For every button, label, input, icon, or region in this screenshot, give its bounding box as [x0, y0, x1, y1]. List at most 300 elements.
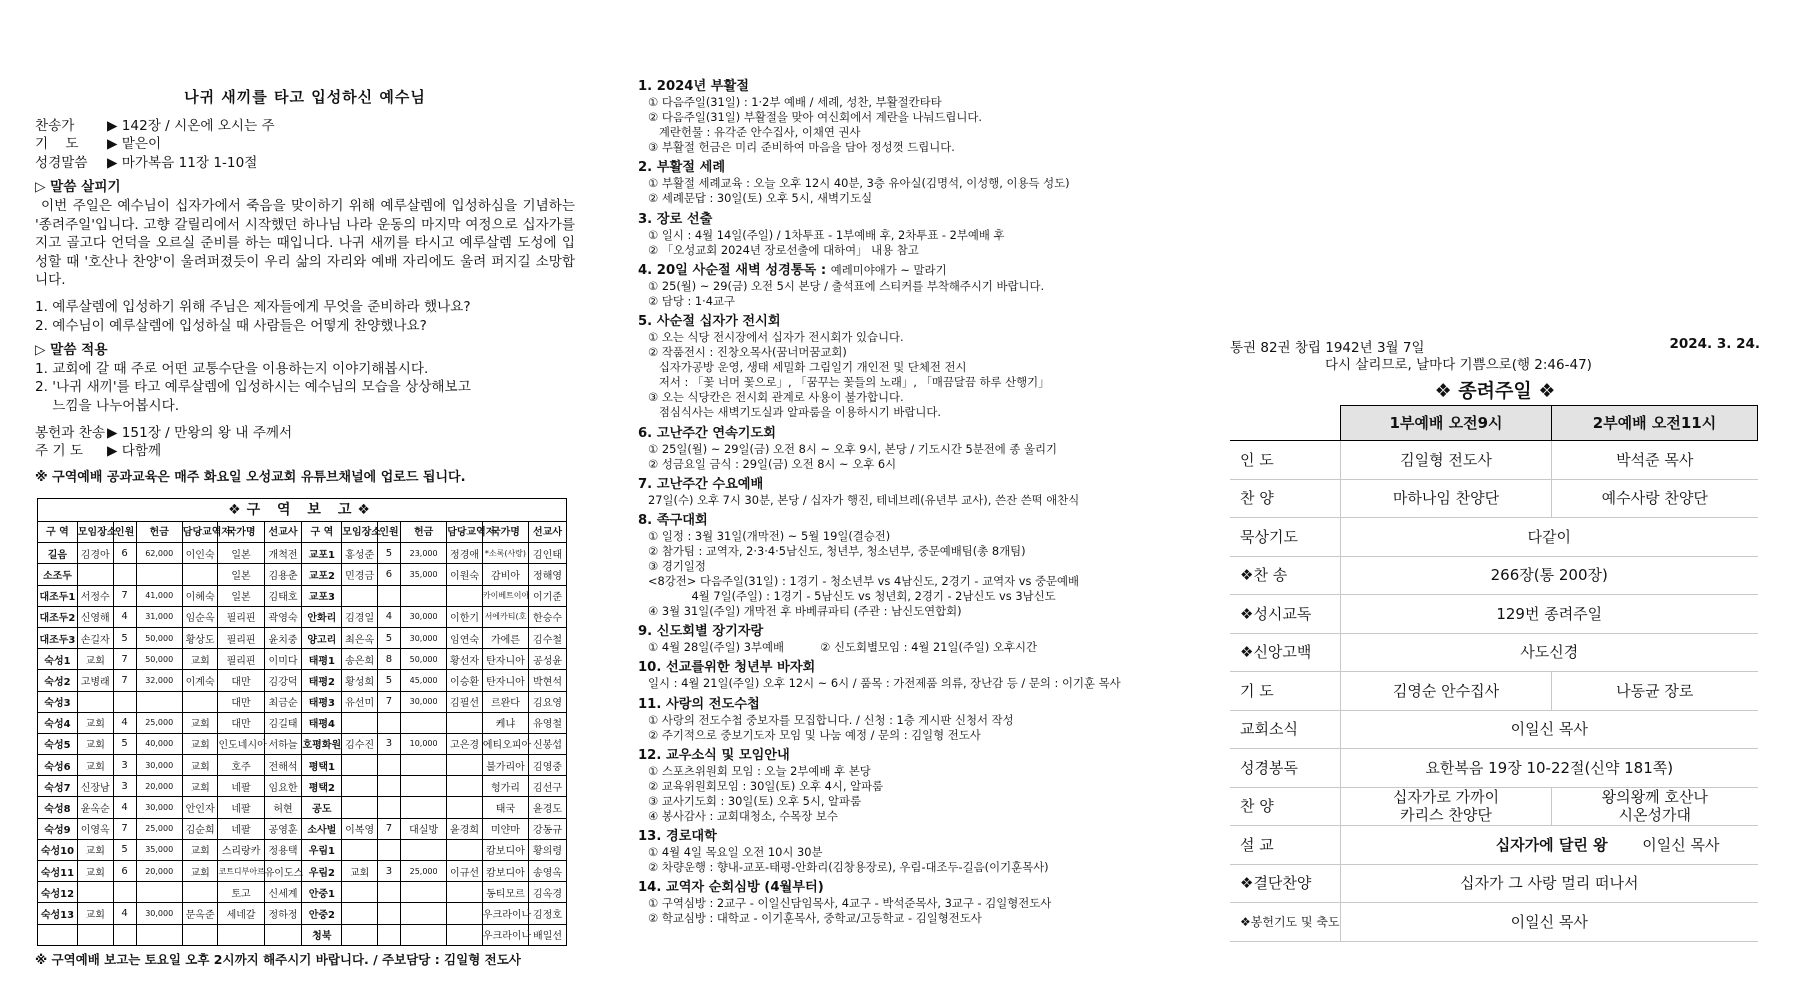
table-cell: 숙성7 [38, 776, 78, 797]
table-cell: 안인자 [182, 797, 218, 818]
worship-value-1: 마하나임 찬양단 [1341, 479, 1552, 518]
table-cell: 네팔 [218, 776, 264, 797]
news-line: 저서 : 「꽃 너머 꽃으로」, 「꿈꾸는 꽃들의 노래」, 「매끔달끔 하루 산행기」 [648, 375, 1050, 390]
table-cell: 최은옥 [342, 627, 378, 648]
table-cell [136, 691, 182, 712]
table-cell: 허현 [264, 797, 302, 818]
table-cell: 신세계 [264, 882, 302, 903]
question-list [35, 298, 575, 335]
news-section [638, 696, 1183, 743]
news-line: ① 오는 식당 전시장에서 십자가 전시회가 있습니다. [648, 329, 904, 344]
report-header-row [38, 522, 567, 543]
table-cell [377, 882, 400, 903]
news-section [638, 159, 1183, 206]
table-cell: 청북 [302, 924, 342, 945]
table-cell: 미얀마 [482, 818, 528, 839]
worship-label: ❖찬 송 [1230, 556, 1341, 595]
table-cell: 서에카티(호 [482, 606, 528, 627]
table-row [38, 691, 567, 712]
worship-value: 129번 종려주일 [1341, 595, 1758, 634]
table-cell: 전해석 [264, 755, 302, 776]
worship-row [1230, 903, 1758, 942]
table-cell: *소록(사랑) [482, 543, 528, 564]
news-line: ① 구역심방 : 2교구 - 이일신담임목사, 4교구 - 박석준목사, 3교구 - 김일형전도사 [648, 896, 1052, 911]
table-cell: 이기준 [529, 585, 567, 606]
table-cell: 세네갈 [218, 903, 264, 924]
news-line: ③ 교사기도회 : 30일(토) 오후 5시, 알파룸 [648, 793, 862, 808]
table-cell [447, 882, 483, 903]
table-cell: 에티오피아 [482, 733, 528, 754]
table-cell [447, 797, 483, 818]
news-line: ① 다음주일(31일) : 1·2부 예배 / 세례, 성찬, 부활절칸타타 [648, 95, 942, 109]
apply-list [35, 360, 575, 416]
table-cell: 40,000 [136, 733, 182, 754]
table-cell: 25,000 [136, 818, 182, 839]
table-cell: 이복영 [342, 818, 378, 839]
info-row [35, 117, 575, 136]
table-cell: 유이도스 [264, 861, 302, 882]
news-line: ④ 봉사감사 : 교회대청소, 수목장 보수 [648, 809, 838, 823]
table-row [38, 861, 567, 882]
info-value: ▶ 다함께 [107, 443, 162, 460]
table-cell: 소조두 [38, 564, 78, 585]
news-line: ② 학교심방 : 대학교 - 이기훈목사, 중학교/고등학교 - 김일형전도사 [648, 911, 982, 926]
table-cell: 헝가리 [482, 776, 528, 797]
news-title [638, 159, 1183, 176]
table-cell [401, 712, 447, 733]
report-header-cell: 구 역 [302, 522, 342, 543]
table-cell: 3 [377, 733, 400, 754]
news-line: <8강전> 다음주일(31일) : 1경기 - 청소년부 vs 4남신도, 2경기 - 교역자 vs 중문예배 [648, 574, 1080, 589]
table-cell [342, 839, 378, 860]
table-cell: 안화리 [302, 606, 342, 627]
news-section [638, 476, 1183, 508]
report-header-cell: 국가명 [482, 522, 528, 543]
table-cell: 7 [113, 649, 136, 670]
table-row [38, 903, 567, 924]
table-cell: 3 [377, 861, 400, 882]
table-cell: 30,000 [136, 903, 182, 924]
table-cell [447, 839, 483, 860]
news-column [638, 78, 1183, 930]
table-cell: 교회 [182, 776, 218, 797]
worship-label: ❖신앙고백 [1230, 633, 1341, 672]
report-header-cell: 모임장소 [342, 522, 378, 543]
table-cell: 김강덕 [264, 670, 302, 691]
table-cell: 김요영 [529, 691, 567, 712]
table-cell [447, 776, 483, 797]
table-cell: 윤치중 [264, 627, 302, 648]
table-cell: 50,000 [401, 649, 447, 670]
table-cell [401, 903, 447, 924]
table-cell: 태평3 [302, 691, 342, 712]
table-cell: 캄보디아 [482, 839, 528, 860]
news-line: ① 일시 : 4월 14일(주일) / 1차투표 - 1부예배 후, 2차투표 - 2부예배 후 [648, 227, 1005, 242]
table-cell [401, 924, 447, 945]
table-cell: 일본 [218, 564, 264, 585]
table-cell: 필리핀 [218, 606, 264, 627]
table-cell: 30,000 [401, 627, 447, 648]
news-title [638, 659, 1183, 676]
news-line: ① 부활절 세례교육 : 오늘 오후 12시 40분, 3층 유아실(김명석, 이성행, 이용득 성도) [648, 176, 1070, 191]
table-row [38, 776, 567, 797]
worship-value: 십자가 그 사랑 멀리 떠나서 [1341, 864, 1758, 903]
table-cell [401, 882, 447, 903]
table-row [38, 924, 567, 945]
info-key: 주 기 도 [35, 443, 84, 460]
table-cell: 교회 [77, 903, 113, 924]
table-cell: 이원숙 [447, 564, 483, 585]
news-title-text: 5. 사순절 십자가 전시회 [638, 313, 781, 329]
table-cell: 20,000 [136, 776, 182, 797]
table-cell: 교포1 [302, 543, 342, 564]
news-line: ① 사랑의 전도수첩 중보자를 모집합니다. / 신청 : 1층 게시판 신청서 작성 [648, 712, 1014, 727]
news-title-text: 14. 교역자 순회심방 (4월부터) [638, 880, 824, 896]
sermon-cell [1341, 826, 1758, 865]
table-cell: 62,000 [136, 543, 182, 564]
table-cell: 카이베트이아 [482, 585, 528, 606]
worship-order-table [1230, 405, 1758, 942]
news-line: 십자가공방 운영, 생태 세밀화 그림일기 개인전 및 단체전 전시 [648, 360, 967, 375]
table-cell: 박현석 [529, 670, 567, 691]
news-title-text: 12. 교우소식 및 모임안내 [638, 747, 790, 763]
table-cell: 숙성6 [38, 755, 78, 776]
table-cell: 캄보디아 [482, 861, 528, 882]
info-value: ▶ 151장 / 만왕의 왕 내 주께서 [107, 424, 293, 441]
table-cell: 윤옥순 [77, 797, 113, 818]
report-header-cell: 담당교역자 [447, 522, 483, 543]
table-cell: 송은희 [342, 649, 378, 670]
sunday-title: ❖ 종려주일 ❖ [1434, 380, 1556, 402]
apply-item: 느낌을 나누어봅시다. [35, 397, 180, 414]
table-cell: 우림2 [302, 861, 342, 882]
upload-note: ※ 구역예배 공과교육은 매주 화요일 오성교회 유튜브채널에 업로드 됩니다. [35, 469, 466, 485]
table-cell: 김수진 [342, 733, 378, 754]
table-cell: 길음 [38, 543, 78, 564]
worship-row [1230, 710, 1758, 749]
table-cell: 네팔 [218, 797, 264, 818]
news-line: 27일(수) 오후 7시 30분, 본당 / 십자가 행진, 테네브레(유년부 교사), 쓴잔 쓴떡 애찬식 [648, 492, 1080, 507]
worship-label: 교회소식 [1230, 710, 1341, 749]
table-row [38, 755, 567, 776]
table-cell [377, 924, 400, 945]
news-line: ② 담당 : 1·4교구 [648, 293, 736, 308]
bulletin-date: 2024. 3. 24. [1669, 336, 1760, 352]
table-cell: 숙성5 [38, 733, 78, 754]
table-cell: 3 [113, 755, 136, 776]
table-cell: 고병래 [77, 670, 113, 691]
table-cell: 30,000 [401, 691, 447, 712]
table-cell [136, 564, 182, 585]
news-title-text: 1. 2024년 부활절 [638, 79, 750, 94]
table-cell [77, 924, 113, 945]
table-cell [136, 924, 182, 945]
table-cell: 소사벌 [302, 818, 342, 839]
news-line: ① 25일(월) ~ 29일(금) 오전 8시 ~ 오후 9시, 본당 / 기도시간 5분전에 종 울리기 [648, 441, 1058, 456]
report-header-cell: 담당교역자 [182, 522, 218, 543]
table-cell: 6 [113, 861, 136, 882]
table-cell: 배일선 [529, 924, 567, 945]
table-cell: 스리랑카 [218, 839, 264, 860]
table-cell: 교회 [77, 733, 113, 754]
news-line: ③ 경기일정 [648, 558, 706, 573]
news-title [638, 512, 1183, 529]
table-cell: 이규선 [447, 861, 483, 882]
table-cell: 서정수 [77, 585, 113, 606]
table-cell: 숙성3 [38, 691, 78, 712]
question-item: 1. 예루살렘에 입성하기 위해 주님은 제자들에게 무엇을 준비하라 했나요? [35, 298, 471, 315]
report-header-cell: 인원 [377, 522, 400, 543]
news-section [638, 879, 1183, 926]
worship-row [1230, 749, 1758, 788]
table-cell: 안중1 [302, 882, 342, 903]
table-row [38, 649, 567, 670]
table-cell: 평택2 [302, 776, 342, 797]
table-cell: 교포3 [302, 585, 342, 606]
table-cell [447, 712, 483, 733]
table-cell: 교회 [342, 861, 378, 882]
table-cell: 태국 [482, 797, 528, 818]
table-cell [342, 712, 378, 733]
table-cell: 숙성1 [38, 649, 78, 670]
table-row [38, 585, 567, 606]
table-cell: 교포2 [302, 564, 342, 585]
table-cell: 35,000 [136, 839, 182, 860]
report-header-cell: 선교사 [264, 522, 302, 543]
service2-header: 2부예배 오전11시 [1552, 406, 1758, 441]
table-row [38, 670, 567, 691]
table-cell: 김필선 [447, 691, 483, 712]
news-title-text: 10. 선교를위한 청년부 바자회 [638, 660, 816, 676]
worship-value: 이일신 목사 [1341, 710, 1758, 749]
report-header-cell: 구 역 [38, 522, 78, 543]
worship-label: 기 도 [1230, 672, 1341, 711]
table-cell [342, 924, 378, 945]
table-cell: 감비아 [482, 564, 528, 585]
worship-row [1230, 672, 1758, 711]
table-cell: 황성희 [342, 670, 378, 691]
news-line: ② 차량운행 : 향내-교포-태평-안화리(김창용장로), 우림-대조두-길음(이기훈목사) [648, 860, 1049, 875]
table-cell [447, 755, 483, 776]
apply-item: 1. 교회에 갈 때 주로 어떤 교통수단을 이용하는지 이야기해봅시다. [35, 360, 429, 377]
table-cell: 대조두2 [38, 606, 78, 627]
news-line: 계란헌물 : 유각준 안수집사, 이채연 권사 [648, 125, 861, 140]
table-cell [447, 585, 483, 606]
table-cell [182, 691, 218, 712]
table-cell: 김정호 [529, 903, 567, 924]
table-cell: 유영철 [529, 712, 567, 733]
table-cell: 민경금 [342, 564, 378, 585]
info-value: ▶ 142장 / 시온에 오시는 주 [107, 117, 275, 134]
worship-row [1230, 787, 1758, 826]
news-line: ③ 오는 식당칸은 전시회 관계로 사용이 불가합니다. [648, 390, 904, 405]
table-cell: 태평1 [302, 649, 342, 670]
table-cell: 4 [113, 797, 136, 818]
table-cell [113, 564, 136, 585]
preacher: 이일신 목사 [1642, 835, 1720, 854]
table-cell: 네팔 [218, 818, 264, 839]
news-line: ② 「오성교회 2024년 장로선출에 대하여」 내용 참고 [648, 242, 919, 257]
table-cell: 우크라이나 [482, 903, 528, 924]
table-cell: 대만 [218, 691, 264, 712]
table-cell: 숙성9 [38, 818, 78, 839]
info-row [35, 424, 575, 443]
table-cell: 20,000 [136, 861, 182, 882]
report-header-cell: 인원 [113, 522, 136, 543]
news-title [638, 425, 1183, 442]
table-cell: 이승환 [447, 670, 483, 691]
table-cell [447, 903, 483, 924]
table-cell: 대조두3 [38, 627, 78, 648]
table-cell: 교회 [182, 861, 218, 882]
blank-cell [1230, 406, 1341, 441]
table-cell: 4 [113, 712, 136, 733]
table-cell: 대조두1 [38, 585, 78, 606]
news-line: ③ 부활절 헌금은 미리 준비하여 마음을 담아 정성껏 드립니다. [648, 140, 955, 155]
table-cell [136, 882, 182, 903]
question-item: 2. 예수님이 예루살렘에 입성하실 때 사람들은 어떻게 찬양했나요? [35, 317, 427, 334]
table-cell: 김인태 [529, 543, 567, 564]
table-cell: 케냐 [482, 712, 528, 733]
table-cell [401, 797, 447, 818]
table-cell: 개척전 [264, 543, 302, 564]
worship-value: 266장(통 200장) [1341, 556, 1758, 595]
worship-value-2: 박석준 목사 [1552, 441, 1758, 480]
table-cell: 태평2 [302, 670, 342, 691]
news-title [638, 747, 1183, 764]
table-cell [377, 903, 400, 924]
table-cell: 탄자니아 [482, 670, 528, 691]
worship-row [1230, 479, 1758, 518]
table-cell: 공도 [302, 797, 342, 818]
worship-row [1230, 633, 1758, 672]
table-cell: 23,000 [401, 543, 447, 564]
table-cell: 코트디부아르 [218, 861, 264, 882]
table-cell: 송영옥 [529, 861, 567, 882]
section-title: ▷ 말씀 살피기 [35, 179, 121, 196]
table-cell: 대만 [218, 712, 264, 733]
worship-value-2: 왕의왕께 호산나 시온성가대 [1552, 787, 1758, 826]
table-cell [401, 776, 447, 797]
table-cell [342, 882, 378, 903]
worship-label: 인 도 [1230, 441, 1341, 480]
table-cell: 르완다 [482, 691, 528, 712]
report-header-cell: 국가명 [218, 522, 264, 543]
table-row [38, 712, 567, 733]
table-cell: 숙성2 [38, 670, 78, 691]
news-title [638, 313, 1183, 330]
table-cell [377, 797, 400, 818]
worship-row [1230, 826, 1758, 865]
news-line: ② 작품전시 : 진창오목사(꿈너머꿈교회) [648, 345, 847, 360]
table-cell: 50,000 [136, 627, 182, 648]
worship-order-body [1230, 441, 1758, 942]
report-footer-note: ※ 구역예배 보고는 토요일 오후 2시까지 해주시기 바랍니다. / 주보담당 : 김일형 전도사 [35, 952, 521, 967]
lesson-body: 이번 주일은 예수님이 십자가에서 죽음을 맞이하기 위해 예루살렘에 입성하심을 기념하는 '종려주일'입니다. 고향 갈릴리에서 시작했던 하나님 나라 운동의 마지막 여정으로 십자가를 지고 골고다 언덕을 오르실 준비를 하는 때입니다. 나귀 새끼를 타시고 예루살렘 도성에 입성할 때 '호산나 찬양'이 울려퍼졌듯이 우리 삶의 자리와 예배 자리에도 울려 퍼지길 소망합니다. [35, 197, 575, 289]
news-section [638, 659, 1183, 691]
news-title [638, 879, 1183, 896]
news-line: ② 성금요일 금식 : 29일(금) 오전 8시 ~ 오후 6시 [648, 456, 897, 471]
worship-label: ❖성시교독 [1230, 595, 1341, 634]
table-cell: 교회 [77, 712, 113, 733]
table-cell: 7 [113, 818, 136, 839]
lesson-column [35, 88, 575, 487]
table-cell: 교회 [182, 839, 218, 860]
table-cell: 신장남 [77, 776, 113, 797]
table-cell: 공성윤 [529, 649, 567, 670]
table-cell: 교회 [182, 733, 218, 754]
table-cell: 신영해 [77, 606, 113, 627]
table-cell: 황선자 [447, 649, 483, 670]
table-cell: 숙성10 [38, 839, 78, 860]
worship-value: 사도신경 [1341, 633, 1758, 672]
table-cell: 7 [377, 818, 400, 839]
table-cell: 강동규 [529, 818, 567, 839]
table-cell: 7 [377, 691, 400, 712]
table-cell: 8 [377, 649, 400, 670]
table-cell: 고은경 [447, 733, 483, 754]
news-title-text: 4. 20일 사순절 새벽 성경통독 : [638, 262, 831, 278]
news-title [638, 78, 1183, 95]
table-cell: 일본 [218, 543, 264, 564]
table-cell: 30,000 [136, 755, 182, 776]
table-cell [377, 839, 400, 860]
news-line: ① 스포츠위원회 모임 : 오늘 2부예배 후 본당 [648, 763, 871, 778]
table-cell: 6 [377, 564, 400, 585]
table-cell: 31,000 [136, 606, 182, 627]
table-cell: 황의령 [529, 839, 567, 860]
news-line: ④ 3월 31일(주일) 개막전 후 바베큐파티 (주관 : 남신도연합회) [648, 604, 962, 619]
table-cell: 정경애 [447, 543, 483, 564]
news-title-text: 3. 장로 선출 [638, 211, 713, 227]
table-cell: 이한기 [447, 606, 483, 627]
sermon-title: 십자가에 달린 왕 [1495, 835, 1608, 854]
table-cell: 이계숙 [182, 670, 218, 691]
apply-item: 2. '나귀 새끼'를 타고 예루살렘에 입성하시는 예수님의 모습을 상상해보고 [35, 379, 471, 396]
table-cell: 김경일 [342, 606, 378, 627]
table-cell [113, 882, 136, 903]
table-cell: 탄자니아 [482, 649, 528, 670]
news-title [638, 211, 1183, 228]
table-cell: 우크라이나 [482, 924, 528, 945]
table-cell: 김용춘 [264, 564, 302, 585]
table-cell: 인도네시아 [218, 733, 264, 754]
table-row [38, 543, 567, 564]
info-row [35, 135, 575, 154]
table-cell: 3 [113, 776, 136, 797]
table-cell: 서하늘 [264, 733, 302, 754]
report-header-cell: 선교사 [529, 522, 567, 543]
table-cell [401, 585, 447, 606]
table-cell: 평택1 [302, 755, 342, 776]
info-value: ▶ 마가복음 11장 1-10절 [107, 154, 258, 171]
table-cell: 정용택 [264, 839, 302, 860]
worship-value-1: 김영순 안수집사 [1341, 672, 1552, 711]
news-line: ① 25(월) ~ 29(금) 오전 5시 본당 / 출석표에 스티커를 부착해주시기 바랍니다. [648, 278, 1045, 293]
table-cell: 안중2 [302, 903, 342, 924]
table-cell: 김선구 [529, 776, 567, 797]
table-cell [342, 755, 378, 776]
table-cell: 5 [377, 543, 400, 564]
table-cell: 32,000 [136, 670, 182, 691]
info-value: ▶ 맡은이 [107, 136, 162, 153]
worship-value-2: 예수사랑 찬양단 [1552, 479, 1758, 518]
table-cell [113, 691, 136, 712]
table-cell [77, 882, 113, 903]
worship-label: 묵상기도 [1230, 518, 1341, 557]
table-cell [182, 564, 218, 585]
bulletin-verse: 다시 살리므로, 날마다 기쁨으로(행 2:46-47) [1325, 357, 1592, 373]
